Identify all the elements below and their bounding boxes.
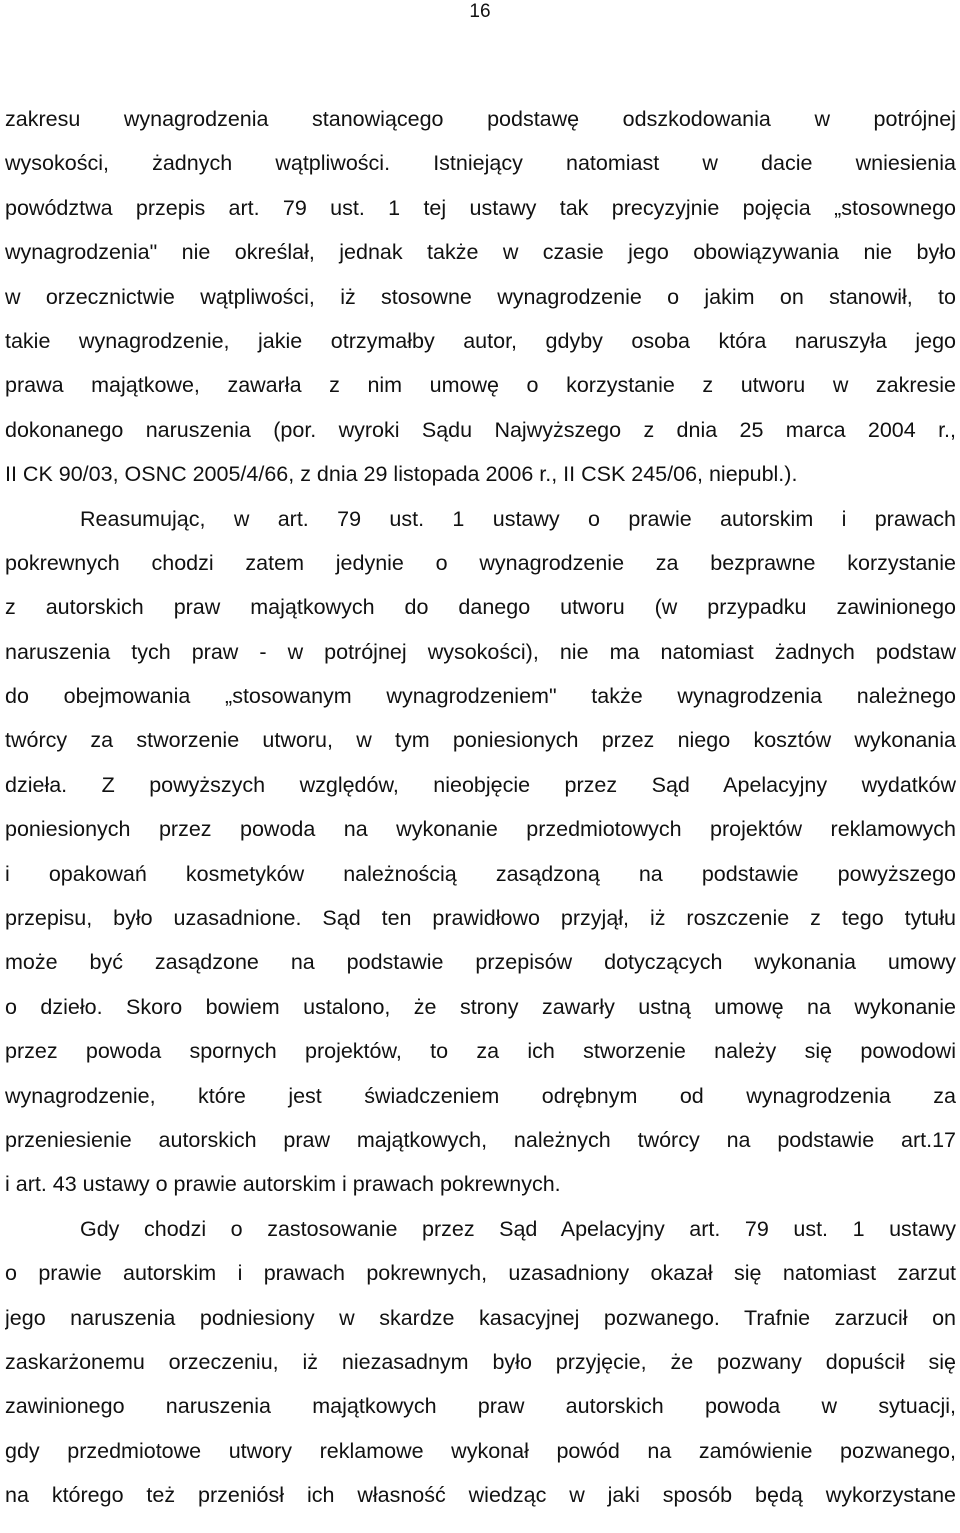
text-line: powództwa przepis art. 79 ust. 1 tej ustawy tak precyzyjnie pojęcia „stosownego — [5, 195, 956, 220]
text-line: naruszenia tych praw - w potrójnej wysokości), nie ma natomiast żadnych podstaw — [5, 639, 956, 664]
text-line: jego naruszenia podniesiony w skardze kasacyjnej pozwanego. Trafnie zarzucił on — [5, 1305, 956, 1330]
text-line: z autorskich praw majątkowych do danego utworu (w przypadku zawinionego — [5, 595, 956, 620]
text-line: pokrewnych chodzi zatem jedynie o wynagrodzenie za bezprawne korzystanie — [5, 550, 956, 575]
text-line: wynagrodzenia" nie określał, jednak także w czasie jego obowiązywania nie było — [5, 240, 956, 265]
text-line: Gdy chodzi o zastosowanie przez Sąd Apelacyjny art. 79 ust. 1 ustawy — [80, 1216, 956, 1241]
text-line: dzieła. Z powyższych względów, nieobjęcie przez Sąd Apelacyjny wydatków — [5, 772, 956, 797]
page-number: 16 — [469, 1, 491, 22]
text-line: zaskarżonemu orzeczeniu, iż niezasadnym było przyjęcie, że pozwany dopuścił się — [5, 1349, 956, 1374]
text-line: i art. 43 ustawy o prawie autorskim i prawach pokrewnych. — [5, 1172, 561, 1197]
text-line: zawinionego naruszenia majątkowych praw autorskich powoda w sytuacji, — [5, 1394, 956, 1419]
text-line: takie wynagrodzenie, jakie otrzymałby autor, gdyby osoba która naruszyła jego — [5, 328, 956, 353]
text-line: i opakowań kosmetyków należnością zasądzoną na podstawie powyższego — [5, 861, 956, 886]
text-line: prawa majątkowe, zawarła z nim umowę o korzystanie z utworu w zakresie — [5, 373, 956, 398]
text-line: zakresu wynagrodzenia stanowiącego podstawę odszkodowania w potrójnej — [5, 107, 956, 131]
text-line: poniesionych przez powoda na wykonanie przedmiotowych projektów reklamowych — [5, 817, 956, 842]
text-line: na którego też przeniósł ich własność wiedząc w jaki sposób będą wykorzystane — [5, 1483, 956, 1508]
text-line: przez powoda spornych projektów, to za ich stworzenie należy się powodowi — [5, 1039, 956, 1064]
text-line: w orzecznictwie wątpliwości, iż stosowne wynagrodzenie o jakim on stanowił, to — [5, 284, 956, 309]
text-line: wynagrodzenie, które jest świadczeniem odrębnym od wynagrodzenia za — [5, 1083, 956, 1108]
text-line: twórcy za stworzenie utworu, w tym poniesionych przez niego kosztów wykonania — [5, 728, 956, 753]
text-line: gdy przedmiotowe utwory reklamowe wykonał powód na zamówienie pozwanego, — [5, 1438, 956, 1463]
text-line: II CK 90/03, OSNC 2005/4/66, z dnia 29 listopada 2006 r., II CSK 245/06, niepubl.). — [5, 462, 798, 487]
text-line: Reasumując, w art. 79 ust. 1 ustawy o prawie autorskim i prawach — [80, 506, 956, 531]
document-body — [5, 97, 956, 1518]
text-line: może być zasądzone na podstawie przepisów dotyczących wykonania umowy — [5, 950, 956, 975]
text-line: przeniesienie autorskich praw majątkowych, należnych twórcy na podstawie art.17 — [5, 1127, 956, 1152]
text-line: przepisu, było uzasadnione. Sąd ten prawidłowo przyjął, iż roszczenie z tego tytułu — [5, 906, 956, 931]
text-line: do obejmowania „stosowanym wynagrodzeniem" także wynagrodzenia należnego — [5, 684, 956, 709]
text-line: wysokości, żadnych wątpliwości. Istniejący natomiast w dacie wniesienia — [5, 151, 956, 176]
text-line: dokonanego naruszenia (por. wyroki Sądu Najwyższego z dnia 25 marca 2004 r., — [5, 417, 956, 442]
text-line: o dzieło. Skoro bowiem ustalono, że strony zawarły ustną umowę na wykonanie — [5, 994, 956, 1019]
text-line: o prawie autorskim i prawach pokrewnych, uzasadniony okazał się natomiast zarzut — [5, 1261, 956, 1286]
